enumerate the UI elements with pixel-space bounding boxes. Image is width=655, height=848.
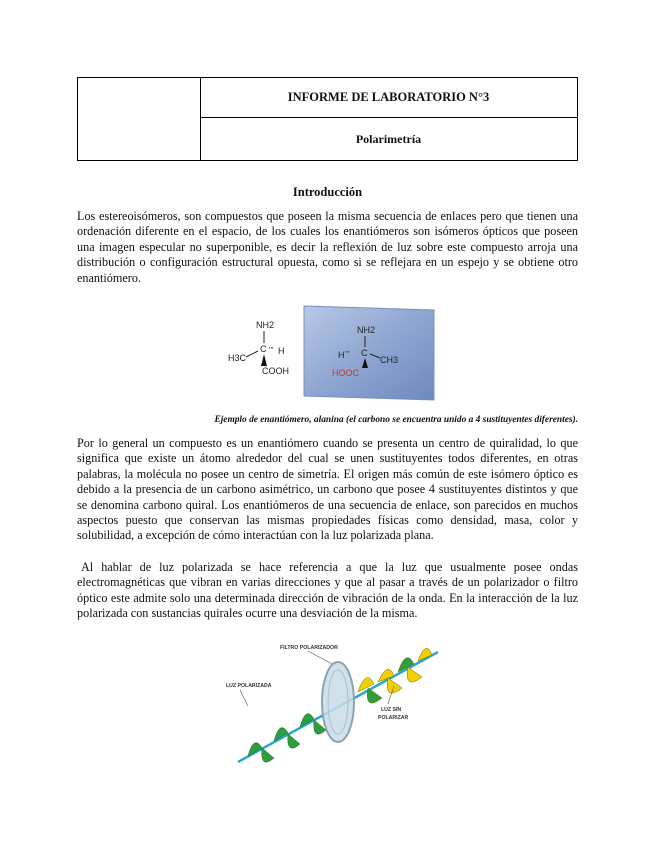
right-hooc: HOOC <box>332 368 359 378</box>
polarizing-filter <box>322 662 354 742</box>
label-luz-sin: LUZ SIN <box>381 707 402 713</box>
report-title: INFORME DE LABORATORIO N°3 <box>200 78 577 118</box>
figure-1-caption: Ejemplo de enantiómero, alanina (el carbono se encuentra unido a 4 sustituyentes diferentes). <box>214 415 578 425</box>
mirror-plane <box>304 306 434 400</box>
section-heading-introduccion: Introducción <box>292 185 363 199</box>
paragraph-2: Por lo general un compuesto es un enantiómero cuando se presenta un centro de quiralidad, lo que significa que existe un átomo alrededor del cual se unen sustituyentes todos diferentes, en otras palabras, la molécula no posee un centro de simetría. El origen más común de este isómero óptico es debido a la presencia de un carbono asimétrico, un carbono que posee 4 sustituyentes distintos y que se denomina carbono quiral. Los enantiómeros de una secuencia de enlace, son parecidos en muchos aspectos puesto que conservan las mismas propiedades físicas como densidad, masa, color y solubilidad, a excepción de cómo interactúan con la luz polarizada plana. <box>77 436 578 543</box>
right-nh2: NH2 <box>357 325 376 335</box>
report-header-table <box>77 77 578 161</box>
enantiomer-figure <box>220 302 440 402</box>
right-h: H <box>338 350 345 360</box>
header-logo-cell <box>78 78 201 160</box>
report-subtitle: Polarimetría <box>355 131 422 146</box>
polarizer-figure <box>218 640 443 770</box>
left-center-c: C <box>260 344 267 354</box>
paragraph-1: Los estereoisómeros, son compuestos que poseen la misma secuencia de enlaces pero que tienen una ordenación diferente en el espacio, de los cuales los enantiómeros son isómeros ópticos que poseen una imagen especular no superponible, es decir la reflexión de luz sobre este compuesto arroja una distribución o configuración estructural opuesta, como si se reflejara en un espejo y se obtiene otro enantiómero. <box>77 209 578 285</box>
left-cooh: COOH <box>262 366 289 376</box>
right-center-c: C <box>361 348 368 358</box>
polarized-wave <box>248 714 326 763</box>
svg-text:''': ''' <box>269 346 274 355</box>
right-ch3: CH3 <box>380 355 399 365</box>
left-h: H <box>278 346 285 356</box>
label-luz-polarizada: LUZ POLARIZADA <box>226 683 272 689</box>
label-polarizar: POLARIZAR <box>378 715 409 721</box>
left-nh2: NH2 <box>256 320 275 330</box>
svg-text:''': ''' <box>345 350 350 359</box>
left-molecule <box>228 320 289 376</box>
paragraph-3: Al hablar de luz polarizada se hace referencia a que la luz que usualmente posee ondas electromagnéticas que vibran en varias direcciones y que al pasar a través de un polarizador o filtro óptico este admite solo una determinada dirección de vibración de la onda. En la interacción de la luz polarizada con sustancias quirales ocurre una desviación de la misma. <box>77 560 578 621</box>
left-h3c: H3C <box>228 353 247 363</box>
label-filtro-polarizador: FILTRO POLARIZADOR <box>280 645 338 651</box>
